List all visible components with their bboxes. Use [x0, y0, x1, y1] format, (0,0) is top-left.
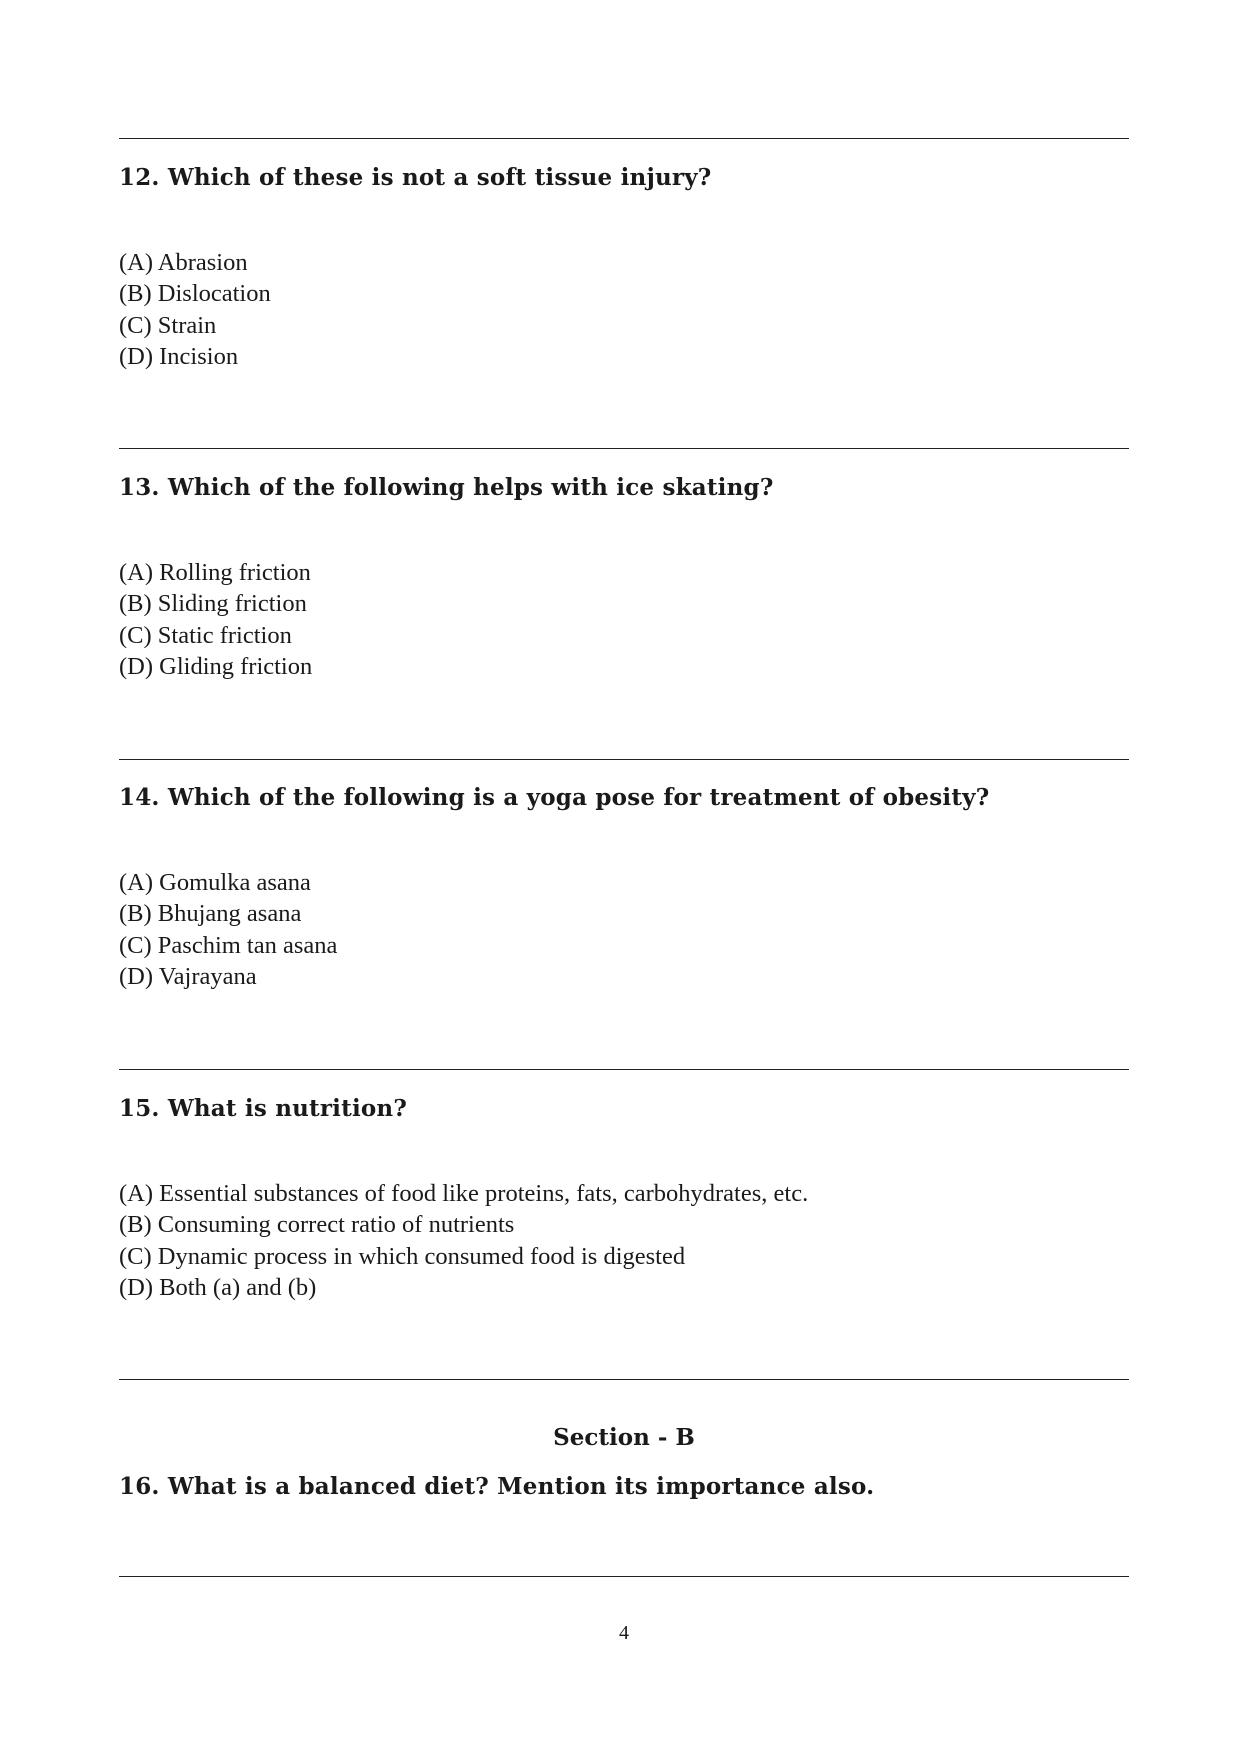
- divider-rule: [119, 138, 1129, 139]
- option-14-c: (C) Paschim tan asana: [119, 931, 338, 959]
- option-15-a: (A) Essential substances of food like proteins, fats, carbohydrates, etc.: [119, 1180, 809, 1207]
- option-15-c: (C) Dynamic process in which consumed food is digested: [119, 1242, 686, 1270]
- question-13-text: 13. Which of the following helps with ice skating?: [119, 474, 774, 501]
- divider-rule: [119, 1379, 1129, 1380]
- option-12-b: (B) Dislocation: [119, 280, 271, 308]
- option-13-d: (D) Gliding friction: [119, 652, 313, 680]
- question-15-text: 15. What is nutrition?: [119, 1095, 408, 1122]
- option-12-a: (A) Abrasion: [119, 249, 248, 276]
- question-16-text: 16. What is a balanced diet? Mention its importance also.: [119, 1473, 875, 1500]
- question-14-options: [119, 867, 337, 992]
- option-13-c: (C) Static friction: [119, 621, 292, 649]
- divider-rule: [119, 448, 1129, 449]
- question-14-text: 14. Which of the following is a yoga pose for treatment of obesity?: [119, 784, 990, 811]
- option-15-b: (B) Consuming correct ratio of nutrients: [119, 1211, 515, 1239]
- divider-rule: [119, 1069, 1129, 1070]
- option-12-c: (C) Strain: [119, 311, 217, 339]
- question-15-options: [119, 1178, 808, 1303]
- divider-rule: [119, 759, 1129, 760]
- option-12-d: (D) Incision: [119, 342, 239, 370]
- option-14-d: (D) Vajrayana: [119, 962, 257, 990]
- option-13-b: (B) Sliding friction: [119, 590, 307, 618]
- divider-rule: [119, 1576, 1129, 1577]
- section-b-title: Section - B: [553, 1424, 695, 1451]
- option-15-d: (D) Both (a) and (b): [119, 1273, 317, 1301]
- question-12-text: 12. Which of these is not a soft tissue injury?: [119, 164, 712, 191]
- question-12-options: [119, 247, 271, 372]
- option-13-a: (A) Rolling friction: [119, 559, 311, 586]
- option-14-b: (B) Bhujang asana: [119, 900, 302, 928]
- question-13-options: [119, 557, 312, 682]
- page-number: 4: [619, 1622, 629, 1644]
- option-14-a: (A) Gomulka asana: [119, 869, 311, 896]
